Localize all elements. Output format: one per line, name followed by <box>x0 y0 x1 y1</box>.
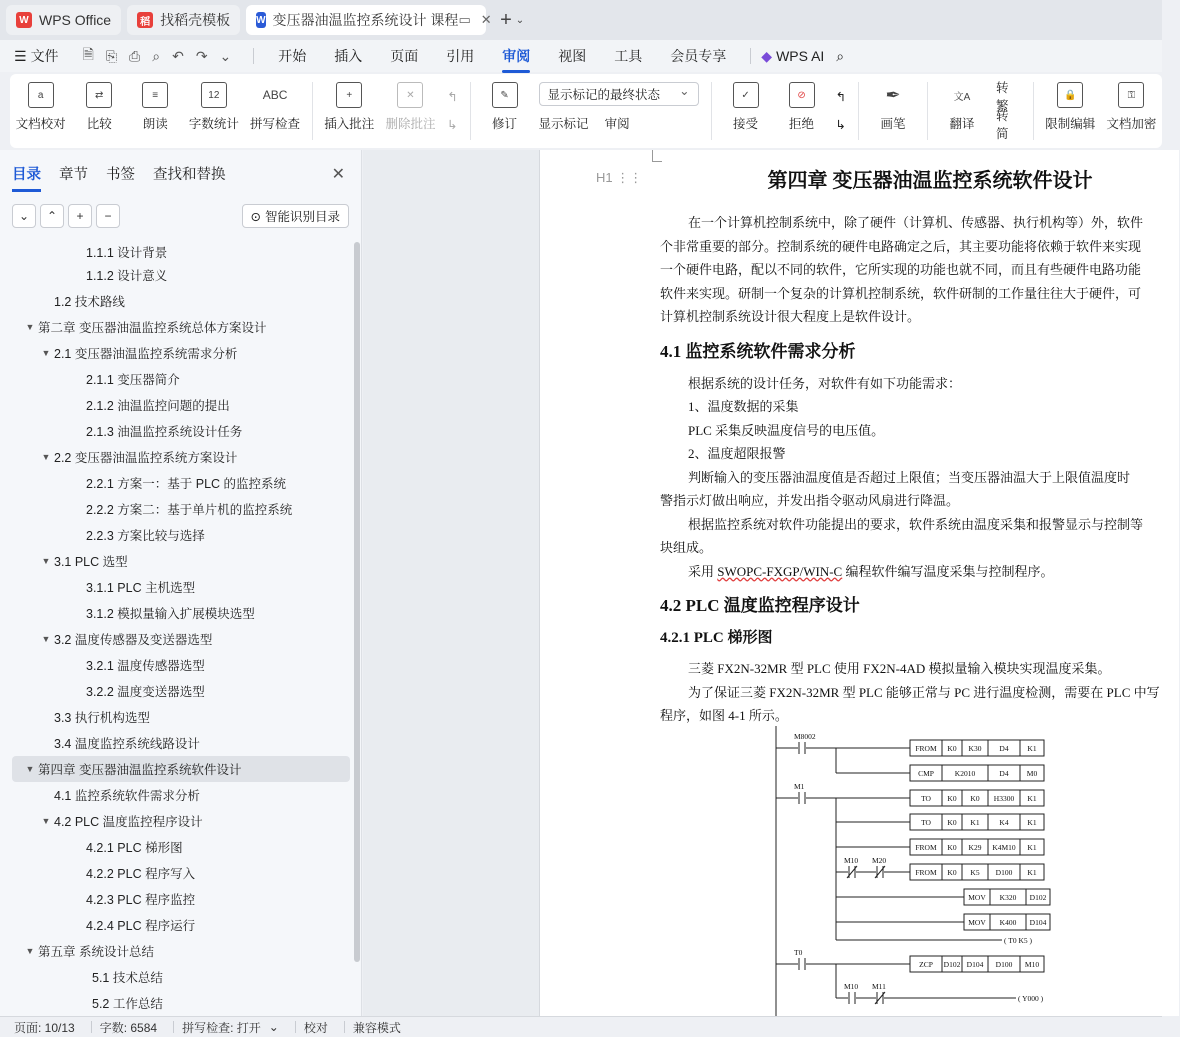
page-corner-mark <box>652 150 662 162</box>
reject-button[interactable] <box>780 82 824 132</box>
remove-icon[interactable]: − <box>96 204 120 228</box>
toc-item-label: 5.1 技术总结 <box>92 971 163 985</box>
tab-wps-office[interactable] <box>6 5 121 35</box>
tab-find-replace[interactable]: 查找和替换 <box>153 166 226 183</box>
revision-nav <box>836 82 846 138</box>
markup-state-select[interactable]: 显示标记的最终状态 ⌄ <box>539 82 699 106</box>
toc-item-label: 4.2.3 PLC 程序监控 <box>86 893 196 907</box>
instruction-box-cell: K0 <box>947 818 957 827</box>
divider <box>295 1021 296 1033</box>
toc-item-label: 2.1.2 油温监控问题的提出 <box>86 399 230 413</box>
divider <box>858 82 859 140</box>
coil-y000: ( Y000 ) <box>1018 994 1044 1003</box>
toc-item[interactable] <box>0 808 354 834</box>
hamburger-icon[interactable]: ☰ <box>14 47 27 64</box>
collapse-icon[interactable]: ⌄ <box>12 204 36 228</box>
instruction-box-cell: K4 <box>999 818 1009 827</box>
caret-down-icon[interactable]: ▼ <box>25 946 35 956</box>
pen-icon: ✒ <box>885 84 901 105</box>
pen-button[interactable] <box>871 82 915 132</box>
toc-item-label: 2.1.1 变压器简介 <box>86 373 180 387</box>
caret-down-icon[interactable]: ▼ <box>41 348 51 358</box>
restrict-edit-button[interactable] <box>1046 82 1095 132</box>
comment-delete-icon: ✕ <box>397 82 423 108</box>
instruction-box-cell: FROM <box>915 868 937 877</box>
toc-item[interactable] <box>0 886 354 912</box>
show-markup-button[interactable]: 显示标记 <box>538 117 589 131</box>
read-aloud-icon: ≡ <box>142 82 168 108</box>
tab-label: WPS Office <box>39 12 112 28</box>
toc-item[interactable] <box>0 704 354 730</box>
toc-item-label: 4.1 监控系统软件需求分析 <box>54 789 200 803</box>
menu-review[interactable]: 审阅 <box>502 48 531 64</box>
menu-file[interactable]: 文件 <box>30 48 59 64</box>
instruction-box-cell: K1 <box>1027 744 1037 753</box>
delete-comment-button[interactable] <box>386 82 435 132</box>
markup-row <box>539 114 699 132</box>
divider <box>253 48 254 64</box>
label: 拒绝 <box>789 117 815 131</box>
toc-item[interactable] <box>0 496 354 522</box>
translate-icon: 文A <box>953 91 971 103</box>
toc-item-label: 3.4 温度监控系统线路设计 <box>54 737 200 751</box>
toc-item[interactable] <box>0 548 354 574</box>
toc-item[interactable] <box>0 782 354 808</box>
page-indicator[interactable]: 页面: 10/13 <box>14 1020 75 1035</box>
compare-button[interactable] <box>77 82 121 132</box>
menu-tools[interactable]: 工具 <box>614 48 643 64</box>
spell-check-indicator[interactable]: 拼写检查: 打开 <box>182 1020 261 1035</box>
nav-tabs <box>0 150 361 196</box>
contact-label: T0 <box>794 948 803 957</box>
label: 画笔 <box>880 117 906 131</box>
instruction-box-cell: K400 <box>999 918 1017 927</box>
expand-icon[interactable]: ⌃ <box>40 204 64 228</box>
label: 智能识别目录 <box>264 210 340 224</box>
translate-button[interactable] <box>940 82 984 132</box>
document-page[interactable] <box>539 150 1179 1016</box>
instruction-box-cell: K1 <box>1027 818 1037 827</box>
chevron-down-icon[interactable]: ⌄ <box>219 47 232 64</box>
tab-current-document[interactable] <box>246 5 492 35</box>
menu-page[interactable]: 页面 <box>390 48 419 64</box>
spell-error-word[interactable]: SWOPC-FXGP/WIN-C <box>717 563 843 579</box>
toc-item[interactable] <box>0 626 354 652</box>
toc-item[interactable] <box>12 756 350 782</box>
section-heading: 4.1 监控系统软件需求分析 <box>660 341 856 361</box>
instruction-box-cell: K5 <box>970 868 980 877</box>
contact-label: M11 <box>872 982 886 991</box>
new-tab-plus-icon[interactable]: + <box>500 8 512 31</box>
accept-icon: ✓ <box>733 82 759 108</box>
instruction-box-cell: D104 <box>966 960 984 969</box>
contact-label: M20 <box>872 856 887 865</box>
prev-comment-icon[interactable]: ↰ <box>447 89 458 104</box>
section-heading: 4.2 PLC 温度监控程序设计 <box>660 596 860 615</box>
chapter-title: 第四章 变压器油温监控系统软件设计 <box>767 170 1093 192</box>
spell-check-button[interactable] <box>250 82 299 132</box>
paragraph: PLC 采集反映温度信号的电压值。 <box>688 422 885 438</box>
markup-controls <box>539 82 699 132</box>
menu-insert[interactable]: 插入 <box>334 48 363 64</box>
paragraph: 2、温度超限报警 <box>688 446 786 461</box>
instruction-box-cell: K320 <box>999 893 1017 902</box>
label: 文档校对 <box>15 117 66 131</box>
label: 文档加密 <box>1106 117 1157 131</box>
label: 插入批注 <box>324 117 375 131</box>
print-icon[interactable]: ⎙ <box>129 47 141 64</box>
subsection-heading: 4.2.1 PLC 梯形图 <box>660 630 773 646</box>
toc-item[interactable] <box>0 340 354 366</box>
menu-home[interactable]: 开始 <box>278 48 307 64</box>
instruction-box-cell: D104 <box>1029 918 1047 927</box>
doc-check-button[interactable] <box>16 82 65 132</box>
tab-toc[interactable]: 目录 <box>12 163 41 184</box>
instruction-box-cell: TO <box>921 794 931 803</box>
toc-item-label: 4.2.1 PLC 梯形图 <box>86 841 183 855</box>
label: 删除批注 <box>385 117 436 131</box>
instruction-box-cell: TO <box>921 818 931 827</box>
toc-item[interactable] <box>0 938 354 964</box>
spell-check-icon: ABC <box>262 88 288 102</box>
toc-item[interactable] <box>0 860 354 886</box>
docer-logo-icon: 稻 <box>137 12 153 28</box>
reject-icon: ⊘ <box>789 82 815 108</box>
monitor-icon[interactable]: ▭ <box>458 12 471 27</box>
toc-item[interactable] <box>0 574 354 600</box>
heading-handle-icon[interactable]: H1 ⋮⋮ <box>596 170 643 185</box>
paragraph: 个非常重要的部分。控制系统的硬件电路确定之后，其主要功能将依赖于软件来实现 <box>660 238 1142 254</box>
next-comment-icon[interactable]: ↳ <box>447 117 458 132</box>
instruction-box-cell: CMP <box>918 769 934 778</box>
paragraph: 根据系统的设计任务，对软件有如下功能需求： <box>688 375 962 391</box>
toc-item-label: 2.2 变压器油温监控系统方案设计 <box>54 451 238 465</box>
instruction-box-cell: MOV <box>968 918 986 927</box>
menu-view[interactable]: 视图 <box>558 48 587 64</box>
paragraph: 软件来实现。研制一个复杂的计算机控制系统，软件研制的工作量往往大于硬件，可 <box>660 285 1142 301</box>
instruction-box-cell: K0 <box>947 868 957 877</box>
doc-encrypt-button[interactable] <box>1107 82 1156 132</box>
label: 修订 <box>492 117 518 131</box>
ladder-diagram <box>772 726 1072 1018</box>
contact-label: M10 <box>844 982 859 991</box>
toc-item-label: 第五章 系统设计总结 <box>38 945 154 959</box>
toc-item-label: 2.2.2 方案二：基于单片机的监控系统 <box>86 503 293 517</box>
comment-nav <box>447 82 457 138</box>
toc-item[interactable] <box>0 470 354 496</box>
text: 采用 <box>688 563 718 579</box>
instruction-box-cell: K0 <box>947 744 957 753</box>
toc-item-label: 1.2 技术路线 <box>54 295 125 309</box>
tab-label: 变压器油温监控系统设计 课程 <box>272 12 459 28</box>
compat-mode-indicator: 兼容模式 <box>352 1020 401 1035</box>
close-icon[interactable]: ✕ <box>331 166 345 183</box>
caret-down-icon[interactable]: ▼ <box>41 452 51 462</box>
toc-item[interactable] <box>0 964 354 990</box>
accept-button[interactable] <box>724 82 768 132</box>
caret-down-icon[interactable]: ▼ <box>41 556 51 566</box>
document-content <box>660 164 1180 728</box>
toc-item-label: 3.1.1 PLC 主机选型 <box>86 581 196 595</box>
toc-item[interactable] <box>0 242 354 262</box>
caret-down-icon[interactable]: ▼ <box>25 322 35 332</box>
toc-item[interactable] <box>0 262 354 288</box>
toc-item-label: 2.2.3 方案比较与选择 <box>86 529 205 543</box>
divider <box>927 82 928 140</box>
toc-item[interactable] <box>0 444 354 470</box>
toc-item[interactable] <box>0 652 354 678</box>
toc-item-label: 4.2.4 PLC 程序运行 <box>86 919 196 933</box>
status-bar <box>0 1016 1162 1037</box>
toc-item[interactable] <box>0 678 354 704</box>
toc-item[interactable] <box>0 990 354 1016</box>
divider <box>470 82 471 140</box>
instruction-box-cell: K0 <box>947 794 957 803</box>
export-icon[interactable]: ⎘ <box>105 47 118 64</box>
toc-toolbar <box>0 196 361 236</box>
label: 拼写检查 <box>250 117 301 131</box>
toc-item-label: 1.1.2 设计意义 <box>86 269 168 283</box>
instruction-box-cell: D102 <box>943 960 961 969</box>
toc-item-label: 3.2.2 温度变送器选型 <box>86 685 205 699</box>
paragraph: 三菱 FX2N-32MR 型 PLC 使用 FX2N-4AD 模拟量输入模块实现温度采集。 <box>688 661 1111 676</box>
menu-reference[interactable]: 引用 <box>446 48 475 64</box>
contact-label: M10 <box>844 856 859 865</box>
paragraph: 程序，如图 4-1 所示。 <box>660 708 788 723</box>
toc-item[interactable] <box>0 834 354 860</box>
menu-wps-ai[interactable]: WPS AI <box>776 48 825 64</box>
instruction-box-cell: D102 <box>1029 893 1047 902</box>
instruction-box-cell: D4 <box>999 744 1009 753</box>
ribbon-review <box>10 74 1162 148</box>
toc-item-label: 2.1.3 油温监控系统设计任务 <box>86 425 243 439</box>
instruction-box-cell: K4M10 <box>992 843 1016 852</box>
toc-item[interactable] <box>0 392 354 418</box>
document-area <box>363 150 1162 1016</box>
label: 字数统计 <box>188 117 239 131</box>
close-icon[interactable]: ✕ <box>480 12 492 27</box>
to-traditional-button[interactable]: 转繁 <box>995 81 1009 113</box>
toc-item[interactable] <box>0 912 354 938</box>
next-revision-icon[interactable]: ↳ <box>835 117 847 132</box>
writer-logo-icon: W <box>256 12 265 28</box>
toc-item-label: 第四章 变压器油温监控系统软件设计 <box>38 763 242 777</box>
tab-bar <box>0 0 1162 40</box>
paragraph: 判断输入的变压器油温度值是否超过上限值；当变压器油温大于上限值温度时 <box>688 469 1131 485</box>
instruction-box-cell: D100 <box>995 960 1013 969</box>
navigation-panel <box>0 150 362 1016</box>
proof-indicator[interactable]: 校对 <box>303 1020 328 1035</box>
print-preview-icon[interactable]: ⌕ <box>152 47 161 64</box>
instruction-box-cell: K1 <box>1027 868 1037 877</box>
caret-down-icon[interactable]: ▼ <box>41 634 51 644</box>
paragraph: 块组成。 <box>660 540 713 555</box>
label: 翻译 <box>949 117 975 131</box>
chevron-down-icon[interactable]: ⌄ <box>268 1020 279 1034</box>
read-aloud-button[interactable] <box>133 82 177 132</box>
toc-item-label: 4.2.2 PLC 程序写入 <box>86 867 196 881</box>
paragraph: 一个硬件电路，配以不同的软件，它所实现的功能也就不同，而且有些硬件电路功能 <box>660 262 1142 277</box>
revise-button[interactable] <box>483 82 527 132</box>
toc-item-label: 3.2 温度传感器及变送器选型 <box>54 633 213 647</box>
toc-list <box>0 242 354 1016</box>
convert-stack <box>995 81 1021 141</box>
toc-item-label: 3.1 PLC 选型 <box>54 555 128 569</box>
instruction-box-cell: K2010 <box>954 769 976 778</box>
heading-mark: H1 <box>596 170 613 185</box>
toc-item-label: 3.2.1 温度传感器选型 <box>86 659 205 673</box>
paragraph <box>660 560 1180 584</box>
caret-down-icon[interactable]: ▼ <box>41 816 51 826</box>
divider <box>750 48 751 64</box>
toc-item[interactable] <box>0 600 354 626</box>
coil-t0: ( T0 K5 ) <box>1004 936 1032 945</box>
instruction-box-cell: K1 <box>1027 794 1037 803</box>
divider <box>91 1021 92 1033</box>
paragraph: 1、温度数据的采集 <box>688 399 799 414</box>
text: 编程软件编写温度采集与控制程序。 <box>842 563 1054 579</box>
paragraph: 警指示灯做出响应，并发出指令驱动风扇进行降温。 <box>660 493 960 508</box>
lock-doc-icon: 🔒 <box>1057 82 1083 108</box>
comment-add-icon: + <box>336 82 362 108</box>
review-pane-button[interactable]: 审阅 <box>604 117 630 131</box>
word-count-button[interactable] <box>189 82 238 132</box>
label: 比较 <box>86 117 112 131</box>
search-icon[interactable]: ⌕ <box>836 47 845 64</box>
label: 接受 <box>733 117 759 131</box>
tab-bookmarks[interactable]: 书签 <box>106 166 135 183</box>
smart-icon: ⊙ <box>250 209 261 224</box>
undo-icon[interactable]: ↶ <box>172 47 184 64</box>
tab-chapters[interactable]: 章节 <box>59 166 88 183</box>
add-icon[interactable]: + <box>68 204 92 228</box>
toc-item-label: 第二章 变压器油温监控系统总体方案设计 <box>38 321 267 335</box>
divider <box>344 1021 345 1033</box>
toc-item-label: 1.1.1 设计背景 <box>86 246 168 260</box>
toc-item[interactable] <box>0 730 354 756</box>
contact-label: M1 <box>794 782 805 791</box>
instruction-box-cell: M10 <box>1024 960 1040 969</box>
toc-item-label: 5.2 工作总结 <box>92 997 163 1011</box>
toc-item-label: 2.2.1 方案一：基于 PLC 的监控系统 <box>86 477 287 491</box>
paragraph: 根据监控系统对软件功能提出的要求，软件系统由温度采集和报警显示与控制等 <box>688 516 1144 532</box>
toc-item[interactable] <box>0 418 354 444</box>
instruction-box-cell: FROM <box>915 744 937 753</box>
insert-comment-button[interactable] <box>325 82 374 132</box>
menu-bar <box>0 40 1162 72</box>
label: 朗读 <box>142 117 168 131</box>
menu-member[interactable]: 会员专享 <box>670 48 727 64</box>
encrypt-doc-icon: ⚿ <box>1118 82 1144 108</box>
instruction-box-cell: ZCP <box>919 960 933 969</box>
divider <box>173 1021 174 1033</box>
instruction-box-cell: M0 <box>1026 769 1038 778</box>
redo-icon[interactable]: ↷ <box>195 47 208 64</box>
toc-item-label: 4.2 PLC 温度监控程序设计 <box>54 815 203 829</box>
contact-label: M8002 <box>794 732 816 741</box>
instruction-box-cell: D100 <box>995 868 1013 877</box>
quick-access <box>83 44 244 68</box>
revise-icon: ✎ <box>492 82 518 108</box>
instruction-box-cell: K0 <box>970 794 980 803</box>
instruction-box-cell: K1 <box>1027 843 1037 852</box>
instruction-box-cell: H3300 <box>993 794 1015 803</box>
word-count-indicator[interactable]: 字数: 6584 <box>99 1020 158 1035</box>
chevron-down-icon[interactable]: ⌄ <box>515 14 525 26</box>
instruction-box-cell: D4 <box>999 769 1009 778</box>
divider <box>1033 82 1034 140</box>
label: 限制编辑 <box>1045 117 1096 131</box>
scrollbar[interactable] <box>354 242 360 962</box>
divider <box>711 82 712 140</box>
divider <box>312 82 313 140</box>
toc-item[interactable] <box>0 288 354 314</box>
word-count-icon: 12 <box>201 82 227 108</box>
toc-item[interactable] <box>0 314 354 340</box>
paragraph: 在一个计算机控制系统中，除了硬件（计算机、传感器、执行机构等）外，软件 <box>688 215 1144 230</box>
instruction-box-cell: MOV <box>968 893 986 902</box>
paragraph: 为了保证三菱 FX2N-32MR 型 PLC 能够正常与 PC 进行温度检测，需要在 PLC 中写 <box>688 684 1160 700</box>
doc-check-icon: a <box>28 82 54 108</box>
toc-item-label: 3.1.2 模拟量输入扩展模块选型 <box>86 607 255 621</box>
instruction-box-cell: K1 <box>970 818 980 827</box>
to-simplified-button[interactable]: 转简 <box>995 109 1009 141</box>
caret-down-icon[interactable]: ▼ <box>25 764 35 774</box>
toc-item-label: 3.3 执行机构选型 <box>54 711 150 725</box>
prev-revision-icon[interactable]: ↰ <box>835 89 847 104</box>
tab-docer-templates[interactable] <box>127 5 240 35</box>
instruction-box-cell: K30 <box>968 744 982 753</box>
compare-icon: ⇄ <box>86 82 112 108</box>
toc-item[interactable] <box>0 366 354 392</box>
instruction-box-cell: K29 <box>968 843 982 852</box>
instruction-box-cell: FROM <box>915 843 937 852</box>
paragraph: 计算机控制系统设计很大程度上是软件设计。 <box>660 309 921 324</box>
tab-label: 找稻壳模板 <box>160 12 231 28</box>
smart-toc-button[interactable] <box>242 204 350 228</box>
toc-item-label: 2.1 变压器油温监控系统需求分析 <box>54 347 238 361</box>
toc-item[interactable] <box>0 522 354 548</box>
save-icon[interactable]: 🗎 <box>82 46 94 62</box>
wps-logo-icon: W <box>16 12 32 28</box>
wps-ai-icon: ◆ <box>761 47 773 64</box>
instruction-box-cell: K0 <box>947 843 957 852</box>
